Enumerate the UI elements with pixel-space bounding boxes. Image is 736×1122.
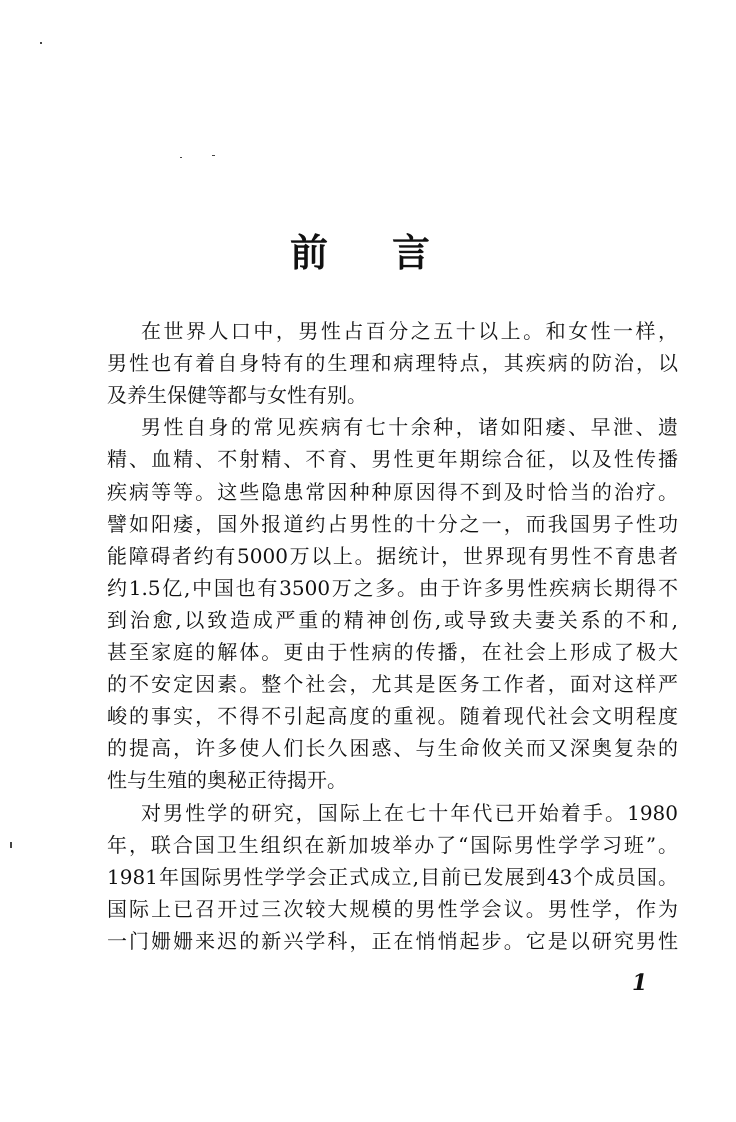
scan-speck — [10, 842, 12, 848]
scan-speck — [180, 157, 182, 158]
text-line: 1981年国际男性学学会正式成立,目前已发展到43个成员国。 — [107, 864, 678, 889]
text-line: 对男性学的研究，国际上在七十年代已开始着手。1980 — [141, 800, 678, 825]
text-line: 性与生殖的奥秘正待揭开。 — [107, 768, 347, 793]
text-line: 能障碍者约有5000万以上。据统计，世界现有男性不育患者 — [107, 543, 678, 568]
scan-speck — [212, 155, 215, 156]
text-line: 年，联合国卫生组织在新加坡举办了“国际男性学学习班”。 — [107, 832, 678, 857]
text-line: 约1.5亿,中国也有3500万之多。由于许多男性疾病长期得不 — [107, 575, 678, 600]
text-line: 男性也有着自身特有的生理和病理特点，其疾病的防治，以 — [107, 351, 678, 376]
page-title — [290, 222, 430, 277]
scan-speck — [40, 42, 42, 44]
title-char: 言 — [391, 230, 430, 275]
text-line: 国际上已召开过三次较大规模的男性学会议。男性学，作为 — [107, 896, 678, 921]
text-line: 疾病等等。这些隐患常因种种原因得不到及时恰当的治疗。 — [107, 479, 678, 504]
text-line: 譬如阳痿，国外报道约占男性的十分之一，而我国男子性功 — [107, 511, 678, 536]
text-line: 的不安定因素。整个社会，尤其是医务工作者，面对这样严 — [107, 672, 678, 697]
text-line: 在世界人口中，男性占百分之五十以上。和女性一样， — [141, 319, 678, 343]
text-line: 一门姗姗来迟的新兴学科，正在悄悄起步。它是以研究男性 — [107, 928, 678, 953]
text-line: 峻的事实，不得不引起高度的重视。随着现代社会文明程度 — [107, 704, 678, 729]
text-line: 的提高，许多使人们长久困惑、与生命攸关而又深奥复杂的 — [107, 736, 678, 761]
page-number: 1 — [632, 970, 648, 996]
text-line: 甚至家庭的解体。更由于性病的传播，在社会上形成了极大 — [107, 640, 678, 664]
title-char: 前 — [290, 230, 329, 275]
text-line: 到治愈,以致造成严重的精神创伤,或导致夫妻关系的不和, — [107, 607, 678, 632]
text-line: 及养生保健等都与女性有别。 — [107, 383, 367, 408]
text-line: 精、血精、不射精、不育、男性更年期综合征，以及性传播 — [107, 447, 678, 472]
text-line: 男性自身的常见疾病有七十余种，诸如阳痿、早泄、遗 — [141, 415, 678, 440]
